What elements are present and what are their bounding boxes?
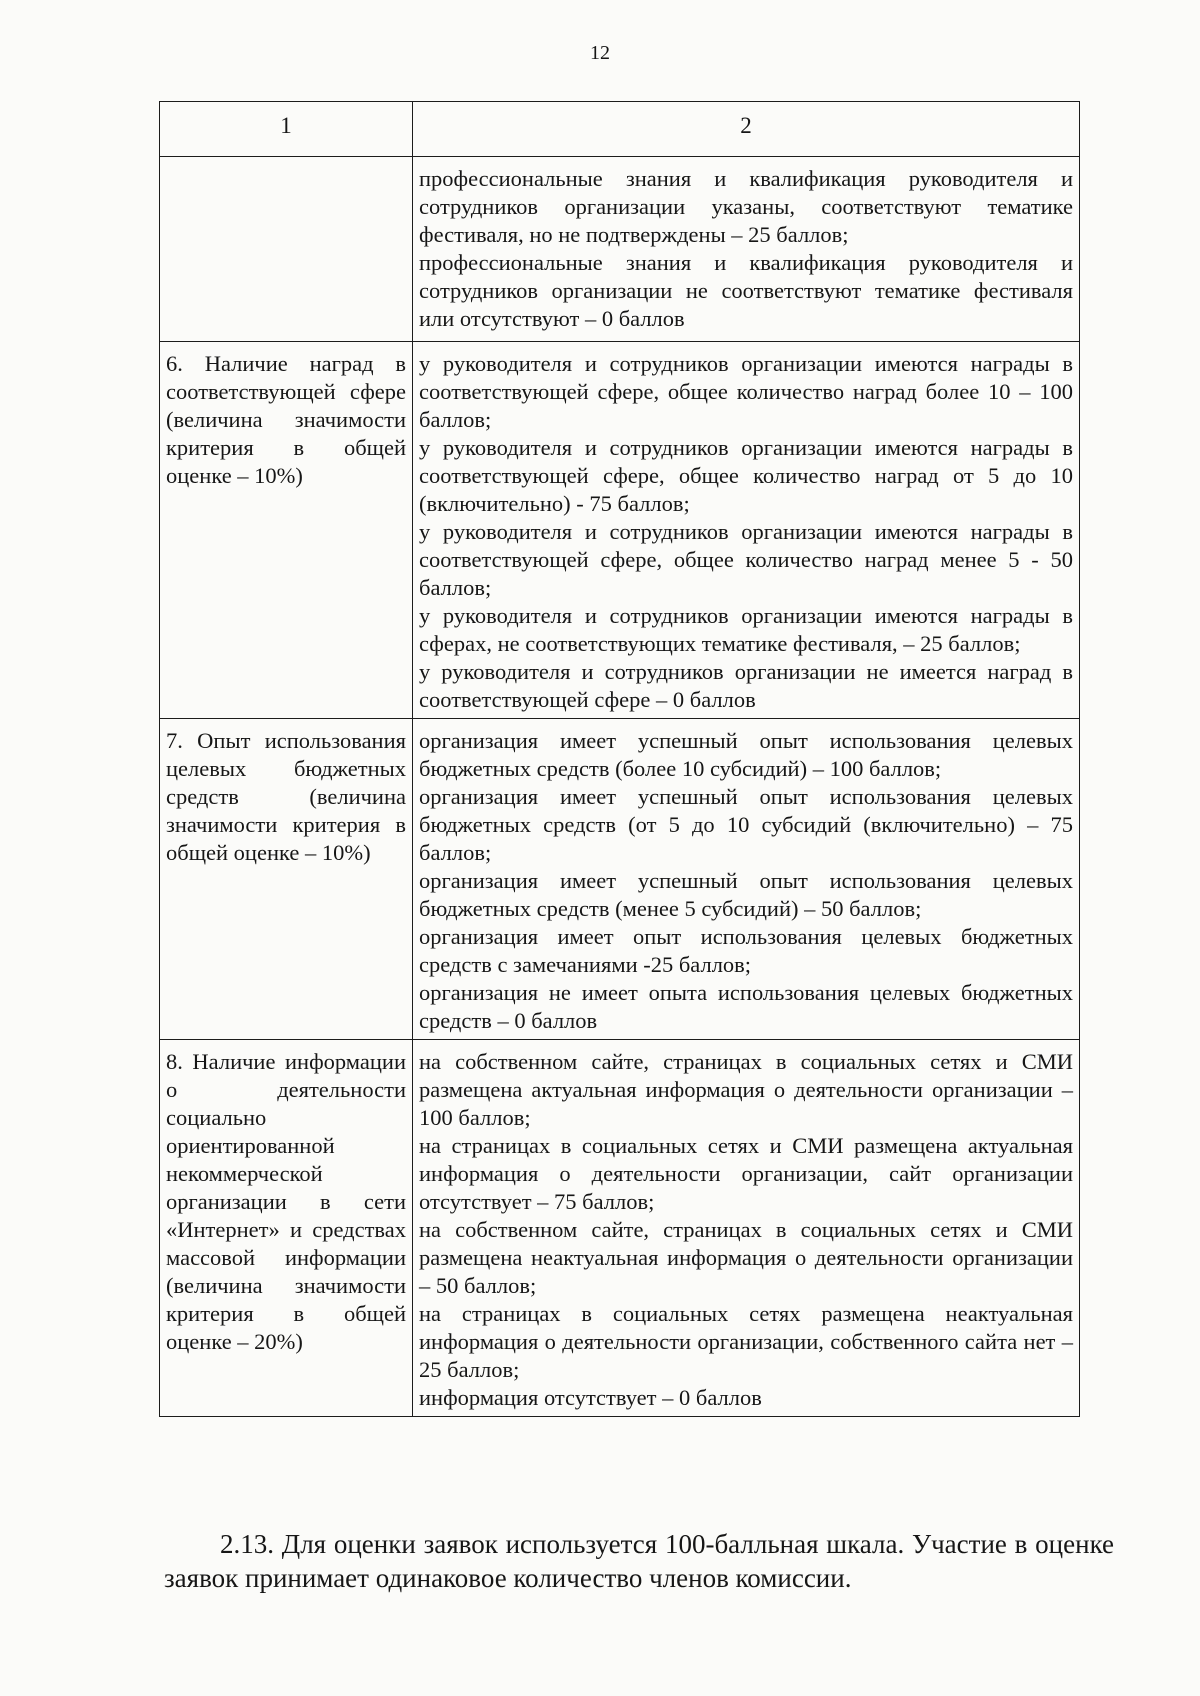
scale-cell — [413, 1040, 1080, 1417]
table-row — [160, 719, 1080, 1040]
scale-item: на страницах в социальных сетях размещена неактуальная информация о деятельности организации, собственного сайта нет – 25 баллов; — [419, 1301, 1073, 1382]
scale-item: профессиональные знания и квалификация руководителя и сотрудников организации указаны, соответствуют тематике фестиваля, но не подтверждены – 25 баллов; — [419, 166, 1073, 247]
table-row — [160, 1040, 1080, 1417]
scale-item: у руководителя и сотрудников организации не имеется наград в соответствующей сфере – 0 баллов — [419, 659, 1073, 712]
scale-cell — [413, 719, 1080, 1040]
scale-cell — [413, 342, 1080, 719]
scale-item: на собственном сайте, страницах в социальных сетях и СМИ размещена актуальная информация о деятельности организации – 100 баллов; — [419, 1049, 1073, 1130]
column-header-1: 1 — [160, 102, 413, 157]
scale-item: у руководителя и сотрудников организации имеются награды в соответствующей сфере, общее количество наград менее 5 - 50 баллов; — [419, 519, 1073, 600]
scale-item: информация отсутствует – 0 баллов — [419, 1385, 762, 1410]
scale-item: организация не имеет опыта использования целевых бюджетных средств – 0 баллов — [419, 980, 1073, 1033]
table-header-row — [160, 102, 1080, 157]
scale-item: организация имеет успешный опыт использования целевых бюджетных средств (от 5 до 10 субсидий (включительно) – 75 баллов; — [419, 784, 1073, 865]
page-number: 12 — [590, 42, 610, 64]
criterion-cell: 8. Наличие информации о деятельности социально ориентированной некоммерческой организации в сети «Интернет» и средствах массовой информации (величина значимости критерия в общей оценке – 20%) — [160, 1040, 413, 1417]
scale-item: у руководителя и сотрудников организации имеются награды в соответствующей сфере, общее количество наград более 10 – 100 баллов; — [419, 351, 1073, 432]
scale-item: у руководителя и сотрудников организации имеются награды в сферах, не соответствующих тематике фестиваля, – 25 баллов; — [419, 603, 1073, 656]
scale-item: на собственном сайте, страницах в социальных сетях и СМИ размещена неактуальная информация о деятельности организации – 50 баллов; — [419, 1217, 1073, 1298]
table-row — [160, 342, 1080, 719]
scale-item: профессиональные знания и квалификация руководителя и сотрудников организации не соответствуют тематике фестиваля или отсутствуют – 0 баллов — [419, 250, 1073, 331]
criterion-cell — [160, 157, 413, 342]
scale-cell — [413, 157, 1080, 342]
criteria-table — [159, 101, 1080, 1417]
scale-item: организация имеет успешный опыт использования целевых бюджетных средств (более 10 субсидий) – 100 баллов; — [419, 728, 1073, 781]
criterion-cell: 6. Наличие наград в соответствующей сфере (величина значимости критерия в общей оценке – 10%) — [160, 342, 413, 719]
scale-item: организация имеет успешный опыт использования целевых бюджетных средств (менее 5 субсидий) – 50 баллов; — [419, 868, 1073, 921]
column-header-2: 2 — [413, 102, 1080, 157]
table-row — [160, 157, 1080, 342]
body-paragraph: 2.13. Для оценки заявок используется 100-балльная шкала. Участие в оценке заявок принимает одинаковое количество членов комиссии. — [164, 1529, 1114, 1593]
criterion-cell: 7. Опыт использования целевых бюджетных средств (величина значимости критерия в общей оценке – 10%) — [160, 719, 413, 1040]
scale-item: у руководителя и сотрудников организации имеются награды в соответствующей сфере, общее количество наград от 5 до 10 (включительно) - 75 баллов; — [419, 435, 1073, 516]
scale-item: на страницах в социальных сетях и СМИ размещена актуальная информация о деятельности организации, сайт организации отсутствует – 75 баллов; — [419, 1133, 1073, 1214]
scale-item: организация имеет опыт использования целевых бюджетных средств с замечаниями -25 баллов; — [419, 924, 1073, 977]
